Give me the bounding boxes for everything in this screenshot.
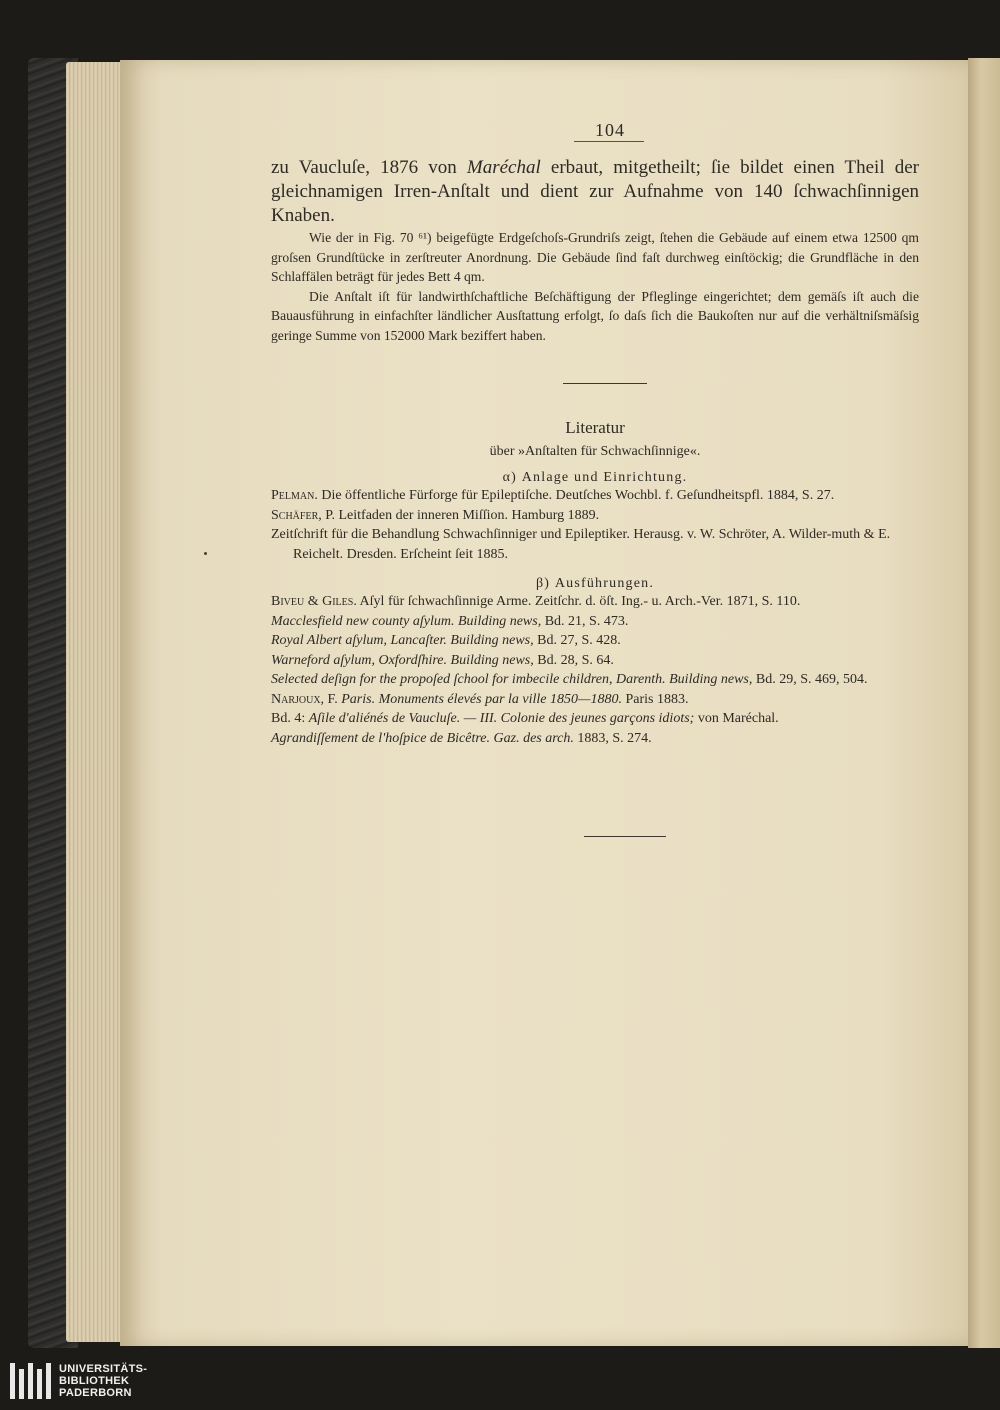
entry-it: Selected deſign for the propoſed ſchool for imbecile children, Darenth. Building news, <box>271 672 753 687</box>
bibliography-entry <box>271 651 919 671</box>
entry-text: Bd. 21, S. 473. <box>541 613 629 629</box>
entry-it: Macclesfield new county aſylum. Building news, <box>271 613 542 629</box>
intro-pre: zu Vaucluſe, 1876 von <box>271 157 467 178</box>
logo-line-3: PADERBORN <box>59 1387 132 1399</box>
logo-line-2: BIBLIOTHEK <box>59 1375 130 1387</box>
entry-text: Die öffentliche Fürforge für Epileptiſche. Deutſches Wochbl. f. Geſundheitspfl. 1884, S. 27. <box>317 488 835 503</box>
library-logo-icon <box>10 1363 51 1399</box>
end-divider <box>584 836 666 837</box>
entry-text: von Maréchal. <box>694 711 779 726</box>
bibliography-entry <box>271 690 919 710</box>
page-number-rule <box>574 141 644 142</box>
entry-text: Bd. 28, S. 64. <box>533 652 614 668</box>
entry-it: Agrandiſſement de l'hoſpice de Bicêtre. Gaz. des arch. <box>271 730 574 746</box>
page-number: 104 <box>595 120 625 140</box>
library-logo <box>0 1352 200 1410</box>
literatur-title: Literatur <box>565 418 625 437</box>
bibliography-entry <box>271 506 919 526</box>
entry-text: Leitfaden der inneren Miſſion. Hamburg 1889. <box>334 507 600 523</box>
paragraph-1: Wie der in Fig. 70 ⁶¹) beigefügte Erdgeſchoſs-Grundriſs zeigt, ſtehen die Gebäude auf einem etwa 12500 qm groſsen Grundſtücke in zerſtreuter Anordnung. Die Gebäude ſind faſt durchweg einſtöckig; die Grundfläche in den Schlaffälen beträgt für jedes Bett 4 qm. <box>271 230 919 284</box>
bibliography-entry <box>271 486 919 506</box>
entry-text: Bd. 27, S. 428. <box>533 633 621 648</box>
entry-it: Aſile d'aliénés de Vaucluſe. — III. Colonie des jeunes garçons idiots; <box>308 711 695 726</box>
section-divider <box>563 383 647 384</box>
section-b-heading: β) Ausführungen. <box>535 576 655 591</box>
intro-post: erbaut, mitgetheilt; ſie bildet einen Theil der gleichnamigen Irren-Anſtalt und dient zur Aufnahme von 140 ſchwachſinnigen Knaben. <box>271 157 919 226</box>
paragraph-2: Die Anſtalt iſt für landwirthſchaftliche Beſchäftigung der Pfleglinge eingerichtet; dem gemäſs iſt auch die Bauausführung in einfachſter ländlicher Ausſtattung erfolgt, ſo daſs ſich die Baukoſten nur auf die verhältniſsmäſsig geringe Summe von 152000 Mark beziffert haben. <box>271 288 919 343</box>
entry-sc: Narjoux, F. <box>271 691 338 707</box>
logo-line-1: UNIVERSITÄTS- <box>59 1363 148 1375</box>
section-b-entries <box>271 592 919 748</box>
entry-sc: Biveu & Giles. <box>271 594 357 609</box>
entry-sc: Pelman. <box>271 488 318 503</box>
entry-text: Bd. 29, S. 469, 504. <box>752 672 868 687</box>
section-a-entries <box>271 486 919 564</box>
bibliography-entry <box>271 525 919 564</box>
entry-plain: Bd. 4: <box>271 711 309 726</box>
bibliography-entry <box>271 670 919 690</box>
entry-text: 1883, S. 274. <box>573 730 652 746</box>
entry-text: Paris 1883. <box>621 691 689 707</box>
entry-text: Aſyl für ſchwachſinnige Arme. Zeitſchr. d. öſt. Ing.- u. Arch.-Ver. 1871, S. 110. <box>356 594 801 609</box>
entry-it: Royal Albert aſylum, Lancaſter. Building news, <box>271 633 534 648</box>
bibliography-entry <box>271 592 919 612</box>
library-logo-text <box>59 1363 147 1399</box>
margin-dot <box>204 552 207 555</box>
entry-it: Paris. Monuments élevés par la ville 1850—1880. <box>337 691 622 707</box>
literatur-subtitle: über »Anſtalten für Schwachſinnige«. <box>489 444 701 459</box>
intro-paragraph <box>271 156 919 228</box>
entry-text: Zeitſchrift für die Behandlung Schwachſinniger und Epileptiker. Herausg. v. W. Schröter, A. Wilder-muth & E. Reichelt. Dresden. Erſcheint ſeit 1885. <box>271 527 891 562</box>
bibliography-entry <box>271 631 919 651</box>
bibliography-entry <box>271 729 919 749</box>
page-text <box>271 120 919 837</box>
intro-author: Maréchal <box>466 157 541 178</box>
bibliography-entry <box>271 612 919 632</box>
section-a-heading: α) Anlage und Einrichtung. <box>502 470 688 485</box>
entry-sc: Schäfer, P. <box>271 507 335 523</box>
bibliography-entry <box>271 709 919 729</box>
next-page-edge <box>968 58 1000 1348</box>
entry-it: Warneford aſylum, Oxfordſhire. Building news, <box>271 652 534 668</box>
